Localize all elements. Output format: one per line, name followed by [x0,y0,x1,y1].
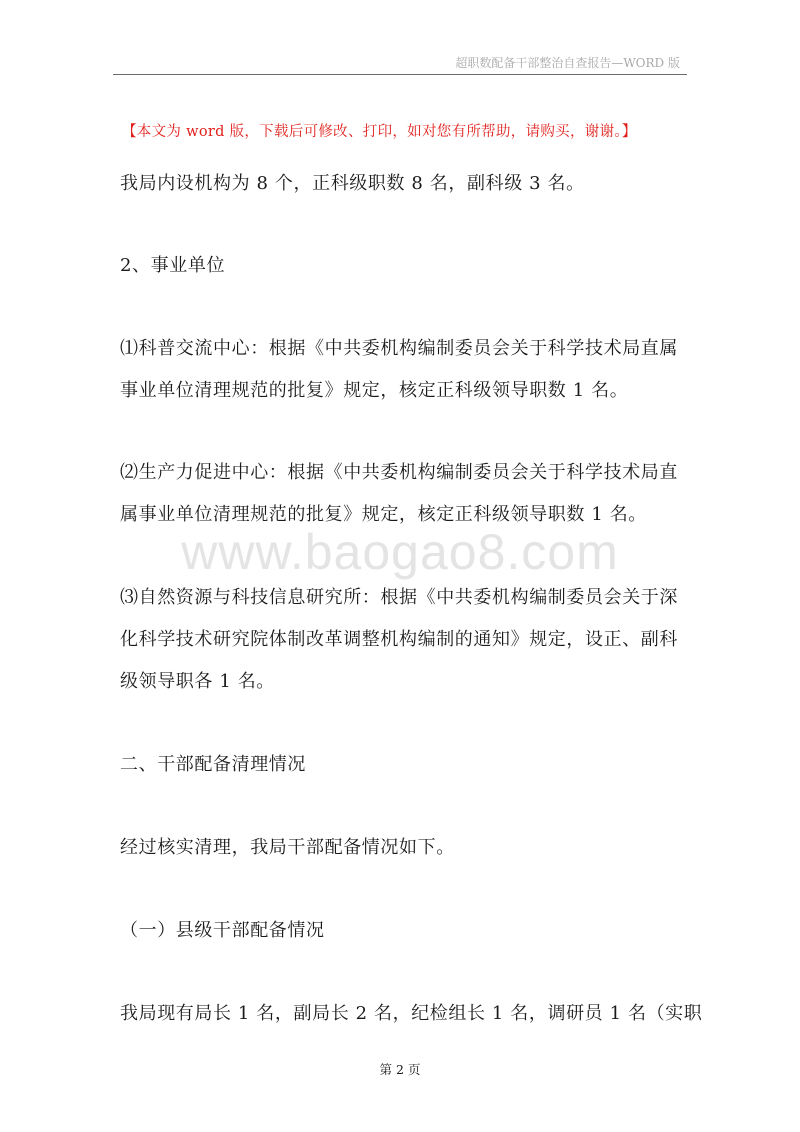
header-divider [113,74,687,75]
paragraph-current-staff: 我局现有局长 1 名，副局长 2 名，纪检组长 1 名，调研员 1 名（实职 [120,1003,703,1024]
page-number: 第 2 页 [379,1062,421,1077]
header-title: 超职数配备干部整治自查报告—WORD 版 [455,56,680,70]
paragraph-item-3-line-1: ⑶自然资源与科技信息研究所：根据《中共委机构编制委员会关于深 [120,587,678,608]
paragraph-structure: 我局内设机构为 8 个，正科级职数 8 名，副科级 3 名。 [120,173,585,194]
heading-public-institutions: 2、事业单位 [120,255,226,276]
heading-county-level: （一）县级干部配备情况 [120,920,325,941]
download-notice: 【本文为 word 版，下载后可修改、打印，如对您有所帮助，请购买，谢谢。】 [122,124,637,140]
paragraph-item-2-line-1: ⑵生产力促进中心：根据《中共委机构编制委员会关于科学技术局直 [120,462,678,483]
watermark: www.baogao8.com [181,524,619,580]
paragraph-verification: 经过核实清理，我局干部配备情况如下。 [120,837,455,858]
paragraph-item-2-line-2: 属事业单位清理规范的批复》规定，核定正科级领导职数 1 名。 [120,504,647,525]
paragraph-item-3-line-3: 级领导职各 1 名。 [120,671,275,692]
paragraph-item-1-line-2: 事业单位清理规范的批复》规定，核定正科级领导职数 1 名。 [120,380,629,401]
heading-cadre-cleanup: 二、干部配备清理情况 [120,754,306,775]
paragraph-item-3-line-2: 化科学技术研究院体制改革调整机构编制的通知》规定，设正、副科 [120,629,678,650]
paragraph-item-1-line-1: ⑴科普交流中心：根据《中共委机构编制委员会关于科学技术局直属 [120,338,678,359]
